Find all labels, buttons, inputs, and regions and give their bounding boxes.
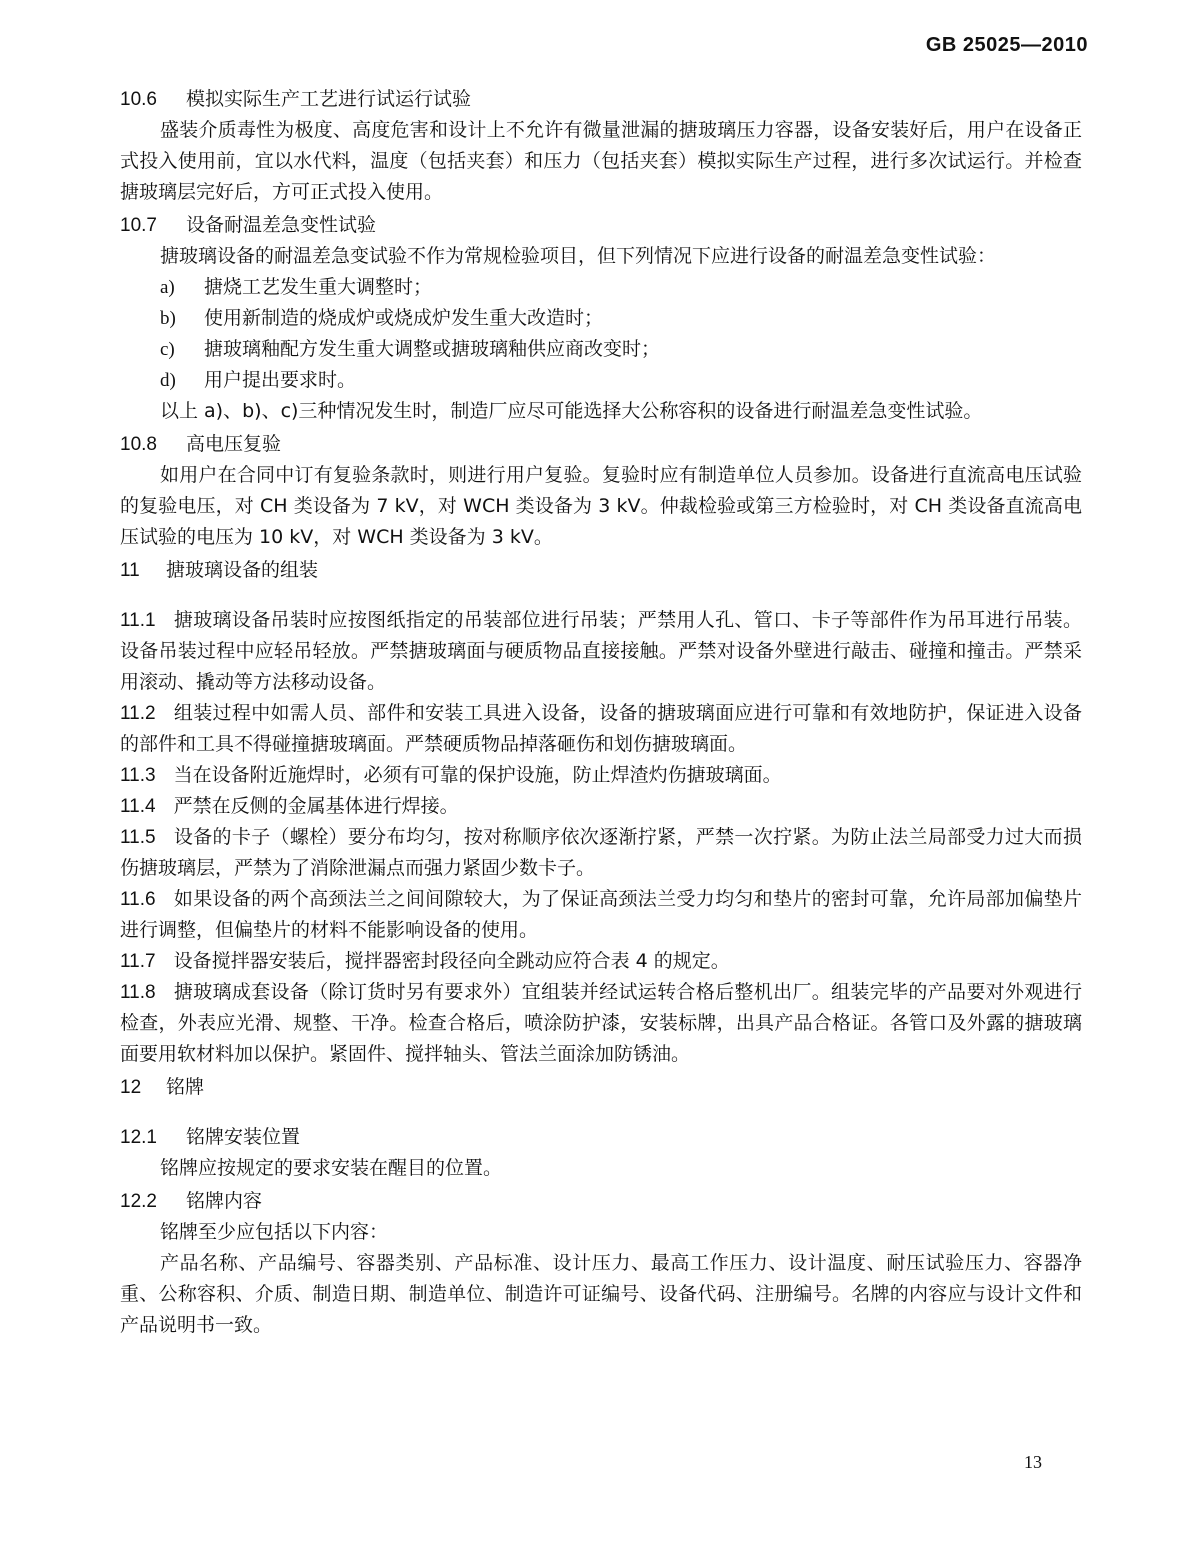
list-marker: d) xyxy=(160,370,176,391)
list-text: 用户提出要求时。 xyxy=(204,369,357,391)
clause-text: 搪玻璃成套设备（除订货时另有要求外）宜组装并经试运转合格后整机出厂。组装完毕的产品要对外观进行检查，外表应光滑、规整、干净。检查合格后，喷涂防护漆，安装标牌，出具产品合格证。各管口及外露的搪玻璃面要用软材料加以保护。紧固件、搅拌轴头、管法兰面涂加防锈油。 xyxy=(120,981,1082,1065)
clause-text: 设备搅拌器安装后，搅拌器密封段径向全跳动应符合表 4 的规定。 xyxy=(173,950,730,972)
clause-11-3 xyxy=(120,760,1082,791)
page-number: 13 xyxy=(1024,1452,1042,1472)
list-marker: b) xyxy=(160,308,176,329)
heading-title: 搪玻璃设备的组装 xyxy=(166,559,319,581)
clause-number: 11.1 xyxy=(120,610,156,631)
clause-text: 严禁在反侧的金属基体进行焊接。 xyxy=(173,795,459,817)
clause-number: 11.8 xyxy=(120,982,156,1003)
clause-11-1 xyxy=(120,605,1082,698)
paragraph-12-1: 铭牌应按规定的要求安装在醒目的位置。 xyxy=(160,1157,503,1179)
section-heading-12 xyxy=(120,1072,1082,1103)
clause-number: 11.5 xyxy=(120,827,156,848)
heading-title: 铭牌内容 xyxy=(186,1190,263,1212)
heading-number: 11 xyxy=(120,560,140,581)
document-body xyxy=(120,82,1082,1341)
heading-12-2 xyxy=(120,1186,1082,1217)
heading-number: 12.2 xyxy=(120,1191,157,1212)
list-item-c xyxy=(120,334,1082,365)
paragraph-10-8: 如用户在合同中订有复验条款时，则进行用户复验。复验时应有制造单位人员参加。设备进行直流高电压试验的复验电压，对 CH 类设备为 7 kV，对 WCH 类设备为 3 kV。仲裁检验或第三方检验时，对 CH 类设备直流高电压试验的电压为 10 kV，对 WCH 类设备为 3 kV。 xyxy=(120,464,1082,548)
list-item-d xyxy=(120,365,1082,396)
paragraph-10-7-closing: 以上 a)、b)、c)三种情况发生时，制造厂应尽可能选择大公称容积的设备进行耐温差急变性试验。 xyxy=(160,400,983,422)
heading-title: 铭牌安装位置 xyxy=(186,1126,301,1148)
heading-10-8 xyxy=(120,429,1082,460)
clause-text: 设备的卡子（螺栓）要分布均匀，按对称顺序依次逐渐拧紧，严禁一次拧紧。为防止法兰局部受力过大而损伤搪玻璃层，严禁为了消除泄漏点而强力紧固少数卡子。 xyxy=(120,826,1082,879)
list-item-a xyxy=(120,272,1082,303)
clause-number: 11.7 xyxy=(120,951,156,972)
list-marker: c) xyxy=(160,339,175,360)
clause-11-6 xyxy=(120,884,1082,946)
clause-text: 当在设备附近施焊时，必须有可靠的保护设施，防止焊渣灼伤搪玻璃面。 xyxy=(173,764,782,786)
heading-title: 模拟实际生产工艺进行试运行试验 xyxy=(186,88,472,110)
clause-11-4 xyxy=(120,791,1082,822)
heading-number: 12 xyxy=(120,1077,142,1098)
heading-title: 铭牌 xyxy=(166,1076,205,1098)
clause-number: 11.4 xyxy=(120,796,156,817)
paragraph-10-6: 盛装介质毒性为极度、高度危害和设计上不允许有微量泄漏的搪玻璃压力容器，设备安装好后，用户在设备正式投入使用前，宜以水代料，温度（包括夹套）和压力（包括夹套）模拟实际生产过程，进行多次试运行。并检查搪玻璃层完好后，方可正式投入使用。 xyxy=(120,119,1082,203)
heading-12-1 xyxy=(120,1122,1082,1153)
paragraph-10-7-intro: 搪玻璃设备的耐温差急变试验不作为常规检验项目，但下列情况下应进行设备的耐温差急变性试验： xyxy=(160,245,997,267)
heading-title: 高电压复验 xyxy=(186,433,282,455)
heading-10-6 xyxy=(120,84,1082,115)
heading-number: 12.1 xyxy=(120,1127,157,1148)
heading-number: 10.8 xyxy=(120,434,157,455)
clause-11-7 xyxy=(120,946,1082,977)
heading-number: 10.7 xyxy=(120,215,157,236)
clause-11-2 xyxy=(120,698,1082,760)
clause-text: 搪玻璃设备吊装时应按图纸指定的吊装部位进行吊装；严禁用人孔、管口、卡子等部件作为吊耳进行吊装。设备吊装过程中应轻吊轻放。严禁搪玻璃面与硬质物品直接接触。严禁对设备外壁进行敲击、碰撞和撞击。严禁采用滚动、撬动等方法移动设备。 xyxy=(120,609,1082,693)
heading-number: 10.6 xyxy=(120,89,157,110)
list-text: 使用新制造的烧成炉或烧成炉发生重大改造时； xyxy=(204,307,604,329)
clause-number: 11.3 xyxy=(120,765,156,786)
clause-text: 组装过程中如需人员、部件和安装工具进入设备，设备的搪玻璃面应进行可靠和有效地防护，保证进入设备的部件和工具不得碰撞搪玻璃面。严禁硬质物品掉落砸伤和划伤搪玻璃面。 xyxy=(120,702,1082,755)
paragraph-12-2-intro: 铭牌至少应包括以下内容： xyxy=(160,1221,389,1243)
list-marker: a) xyxy=(160,277,175,298)
clause-number: 11.6 xyxy=(120,889,156,910)
section-heading-11 xyxy=(120,555,1082,586)
heading-title: 设备耐温差急变性试验 xyxy=(186,214,377,236)
heading-10-7 xyxy=(120,210,1082,241)
list-item-b xyxy=(120,303,1082,334)
clause-11-8 xyxy=(120,977,1082,1070)
paragraph-12-2-body: 产品名称、产品编号、容器类别、产品标准、设计压力、最高工作压力、设计温度、耐压试验压力、容器净重、公称容积、介质、制造日期、制造单位、制造许可证编号、设备代码、注册编号。名牌的内容应与设计文件和产品说明书一致。 xyxy=(120,1252,1082,1336)
clause-text: 如果设备的两个高颈法兰之间间隙较大，为了保证高颈法兰受力均匀和垫片的密封可靠，允许局部加偏垫片进行调整，但偏垫片的材料不能影响设备的使用。 xyxy=(120,888,1082,941)
standard-code-header: GB 25025—2010 xyxy=(925,34,1088,56)
clause-number: 11.2 xyxy=(120,703,156,724)
clause-11-5 xyxy=(120,822,1082,884)
list-text: 搪烧工艺发生重大调整时； xyxy=(204,276,433,298)
list-text: 搪玻璃釉配方发生重大调整或搪玻璃釉供应商改变时； xyxy=(204,338,661,360)
